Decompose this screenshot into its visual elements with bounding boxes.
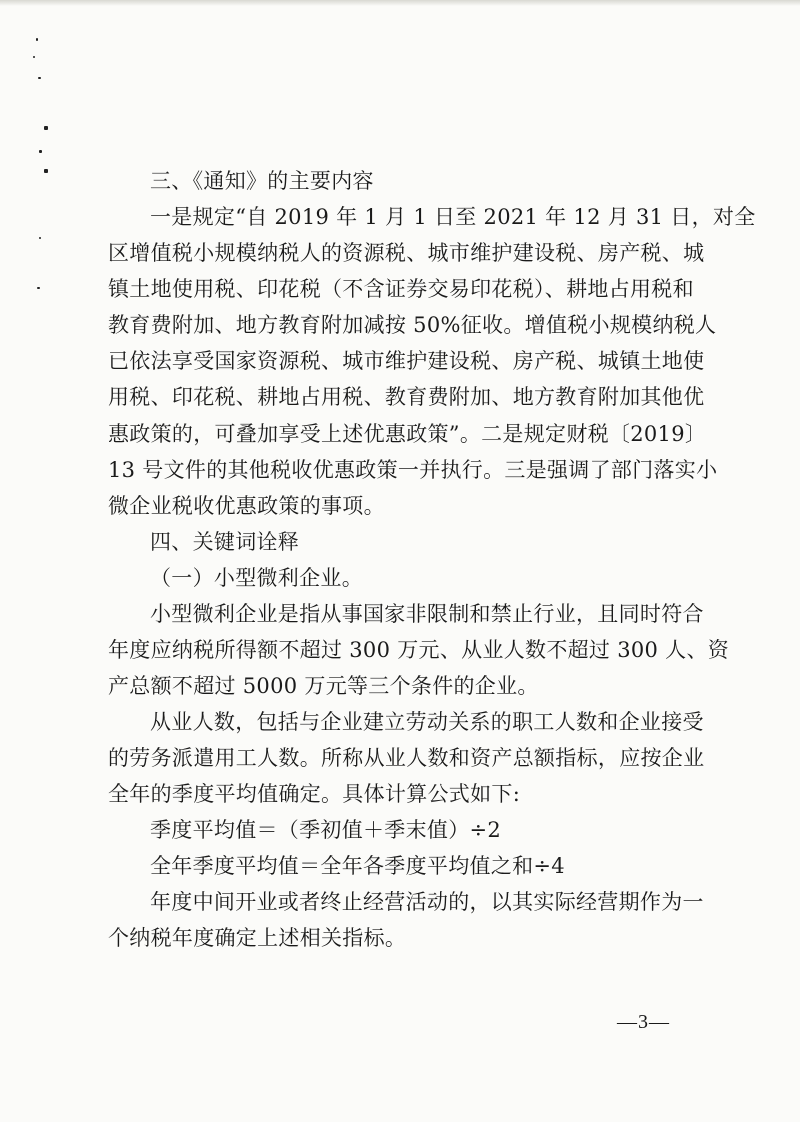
scan-speck — [36, 38, 38, 41]
paragraph-line: 产总额不超过 5000 万元等三个条件的企业。 — [108, 674, 539, 698]
paragraph-line: 小型微利企业是指从事国家非限制和禁止行业，且同时符合 — [150, 602, 704, 626]
sub-heading: （一）小型微利企业。 — [150, 566, 363, 590]
page-number: —3— — [617, 1011, 670, 1033]
scan-speck — [39, 150, 42, 153]
formula-annual-average: 全年季度平均值＝全年各季度平均值之和÷4 — [150, 854, 565, 878]
paragraph-line: 年度应纳税所得额不超过 300 万元、从业人数不超过 300 人、资 — [108, 638, 730, 662]
paragraph-line: 从业人数，包括与企业建立劳动关系的职工人数和企业接受 — [150, 710, 704, 734]
paragraph-line: 惠政策的，可叠加享受上述优惠政策”。二是规定财税〔2019〕 — [108, 422, 707, 446]
scan-speck — [39, 237, 41, 239]
scan-edge-shadow — [0, 0, 800, 6]
scan-speck — [44, 169, 48, 173]
paragraph-line: 微企业税收优惠政策的事项。 — [108, 494, 385, 518]
formula-quarter-average: 季度平均值＝（季初值＋季末值）÷2 — [150, 818, 502, 842]
paragraph-line: 个纳税年度确定上述相关指标。 — [108, 926, 407, 950]
section-3-heading: 三、《通知》的主要内容 — [150, 169, 374, 193]
paragraph-line: 的劳务派遣用工人数。所称从业人数和资产总额指标，应按企业 — [108, 746, 705, 770]
paragraph-line: 全年的季度平均值确定。具体计算公式如下: — [108, 782, 521, 806]
paragraph-line: 13 号文件的其他税收优惠政策一并执行。三是强调了部门落实小 — [108, 458, 718, 482]
scan-speck — [33, 56, 35, 58]
paragraph-line: 年度中间开业或者终止经营活动的，以其实际经营期作为一 — [150, 890, 704, 914]
paragraph-line: 一是规定“自 2019 年 1 月 1 日至 2021 年 12 月 31 日，对全 — [150, 205, 756, 229]
paragraph-line: 教育费附加、地方教育附加减按 50%征收。增值税小规模纳税人 — [108, 313, 717, 337]
paragraph-line: 区增值税小规模纳税人的资源税、城市维护建设税、房产税、城 — [108, 241, 705, 265]
paragraph-line: 已依法享受国家资源税、城市维护建设税、房产税、城镇土地使 — [108, 349, 705, 373]
scan-speck — [44, 126, 48, 130]
paragraph-line: 用税、印花税、耕地占用税、教育费附加、地方教育附加其他优 — [108, 385, 705, 409]
scan-speck — [37, 287, 40, 289]
section-4-heading: 四、关键词诠释 — [150, 530, 300, 554]
scan-speck — [38, 77, 41, 79]
paragraph-line: 镇土地使用税、印花税（不含证券交易印花税）、耕地占用税和 — [108, 277, 694, 301]
